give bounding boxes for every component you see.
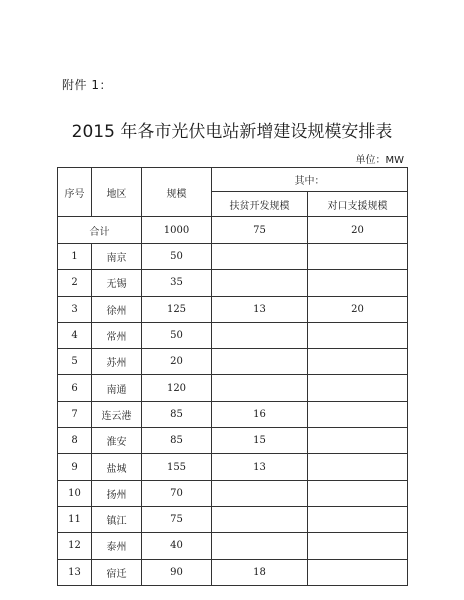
table-row bbox=[58, 349, 408, 375]
row-support bbox=[308, 270, 408, 296]
row-poverty bbox=[212, 322, 308, 348]
row-index: 7 bbox=[58, 401, 92, 427]
row-support bbox=[308, 375, 408, 401]
row-support bbox=[308, 506, 408, 532]
table-row bbox=[58, 506, 408, 532]
row-region: 徐州 bbox=[92, 296, 142, 322]
row-poverty bbox=[212, 480, 308, 506]
row-poverty bbox=[212, 375, 308, 401]
row-region: 南京 bbox=[92, 244, 142, 270]
row-region: 南通 bbox=[92, 375, 142, 401]
row-scale: 90 bbox=[142, 559, 212, 585]
row-poverty: 15 bbox=[212, 428, 308, 454]
row-region: 镇江 bbox=[92, 506, 142, 532]
row-support bbox=[308, 559, 408, 585]
row-index: 1 bbox=[58, 244, 92, 270]
row-support bbox=[308, 428, 408, 454]
row-scale: 85 bbox=[142, 401, 212, 427]
header-index: 序号 bbox=[58, 168, 92, 217]
row-index: 6 bbox=[58, 375, 92, 401]
table-row bbox=[58, 244, 408, 270]
page-title: 2015 年各市光伏电站新增建设规模安排表 bbox=[71, 122, 393, 142]
total-scale: 1000 bbox=[142, 217, 212, 244]
row-support bbox=[308, 401, 408, 427]
row-region: 苏州 bbox=[92, 349, 142, 375]
row-region: 淮安 bbox=[92, 428, 142, 454]
row-region: 连云港 bbox=[92, 401, 142, 427]
row-poverty: 13 bbox=[212, 296, 308, 322]
row-support bbox=[308, 533, 408, 559]
row-region: 泰州 bbox=[92, 533, 142, 559]
row-support bbox=[308, 480, 408, 506]
row-region: 宿迁 bbox=[92, 559, 142, 585]
row-index: 12 bbox=[58, 533, 92, 559]
attachment-label: 附件 1： bbox=[62, 78, 112, 92]
table-row bbox=[58, 533, 408, 559]
plan-table-body bbox=[58, 168, 408, 586]
row-poverty bbox=[212, 270, 308, 296]
header-row bbox=[58, 168, 408, 192]
plan-table bbox=[57, 167, 408, 586]
header-of-which: 其中： bbox=[212, 168, 408, 192]
table-row bbox=[58, 401, 408, 427]
row-scale: 35 bbox=[142, 270, 212, 296]
row-support bbox=[308, 454, 408, 480]
row-poverty: 13 bbox=[212, 454, 308, 480]
row-region: 盐城 bbox=[92, 454, 142, 480]
row-scale: 85 bbox=[142, 428, 212, 454]
row-scale: 125 bbox=[142, 296, 212, 322]
row-scale: 155 bbox=[142, 454, 212, 480]
row-index: 13 bbox=[58, 559, 92, 585]
table-row bbox=[58, 375, 408, 401]
row-scale: 50 bbox=[142, 322, 212, 348]
row-scale: 50 bbox=[142, 244, 212, 270]
row-index: 5 bbox=[58, 349, 92, 375]
table-row bbox=[58, 270, 408, 296]
row-poverty bbox=[212, 533, 308, 559]
row-scale: 20 bbox=[142, 349, 212, 375]
table-row bbox=[58, 296, 408, 322]
header-scale: 规模 bbox=[142, 168, 212, 217]
table-row bbox=[58, 428, 408, 454]
row-region: 常州 bbox=[92, 322, 142, 348]
total-poverty: 75 bbox=[212, 217, 308, 244]
table-row bbox=[58, 322, 408, 348]
row-index: 8 bbox=[58, 428, 92, 454]
table-row bbox=[58, 480, 408, 506]
row-index: 10 bbox=[58, 480, 92, 506]
row-region: 扬州 bbox=[92, 480, 142, 506]
header-poverty-scale: 扶贫开发规模 bbox=[212, 192, 308, 217]
row-scale: 120 bbox=[142, 375, 212, 401]
row-poverty: 16 bbox=[212, 401, 308, 427]
header-region: 地区 bbox=[92, 168, 142, 217]
row-index: 11 bbox=[58, 506, 92, 532]
row-index: 3 bbox=[58, 296, 92, 322]
total-support: 20 bbox=[308, 217, 408, 244]
row-support bbox=[308, 244, 408, 270]
row-support: 20 bbox=[308, 296, 408, 322]
row-scale: 75 bbox=[142, 506, 212, 532]
row-poverty bbox=[212, 506, 308, 532]
row-poverty: 18 bbox=[212, 559, 308, 585]
row-scale: 70 bbox=[142, 480, 212, 506]
row-region: 无锡 bbox=[92, 270, 142, 296]
row-index: 4 bbox=[58, 322, 92, 348]
unit-label: 单位：MW bbox=[355, 155, 404, 166]
total-row bbox=[58, 217, 408, 244]
total-label: 合计 bbox=[58, 217, 142, 244]
table-row bbox=[58, 559, 408, 585]
header-support-scale: 对口支援规模 bbox=[308, 192, 408, 217]
row-scale: 40 bbox=[142, 533, 212, 559]
row-poverty bbox=[212, 349, 308, 375]
table-row bbox=[58, 454, 408, 480]
row-support bbox=[308, 322, 408, 348]
row-poverty bbox=[212, 244, 308, 270]
row-support bbox=[308, 349, 408, 375]
row-index: 2 bbox=[58, 270, 92, 296]
row-index: 9 bbox=[58, 454, 92, 480]
